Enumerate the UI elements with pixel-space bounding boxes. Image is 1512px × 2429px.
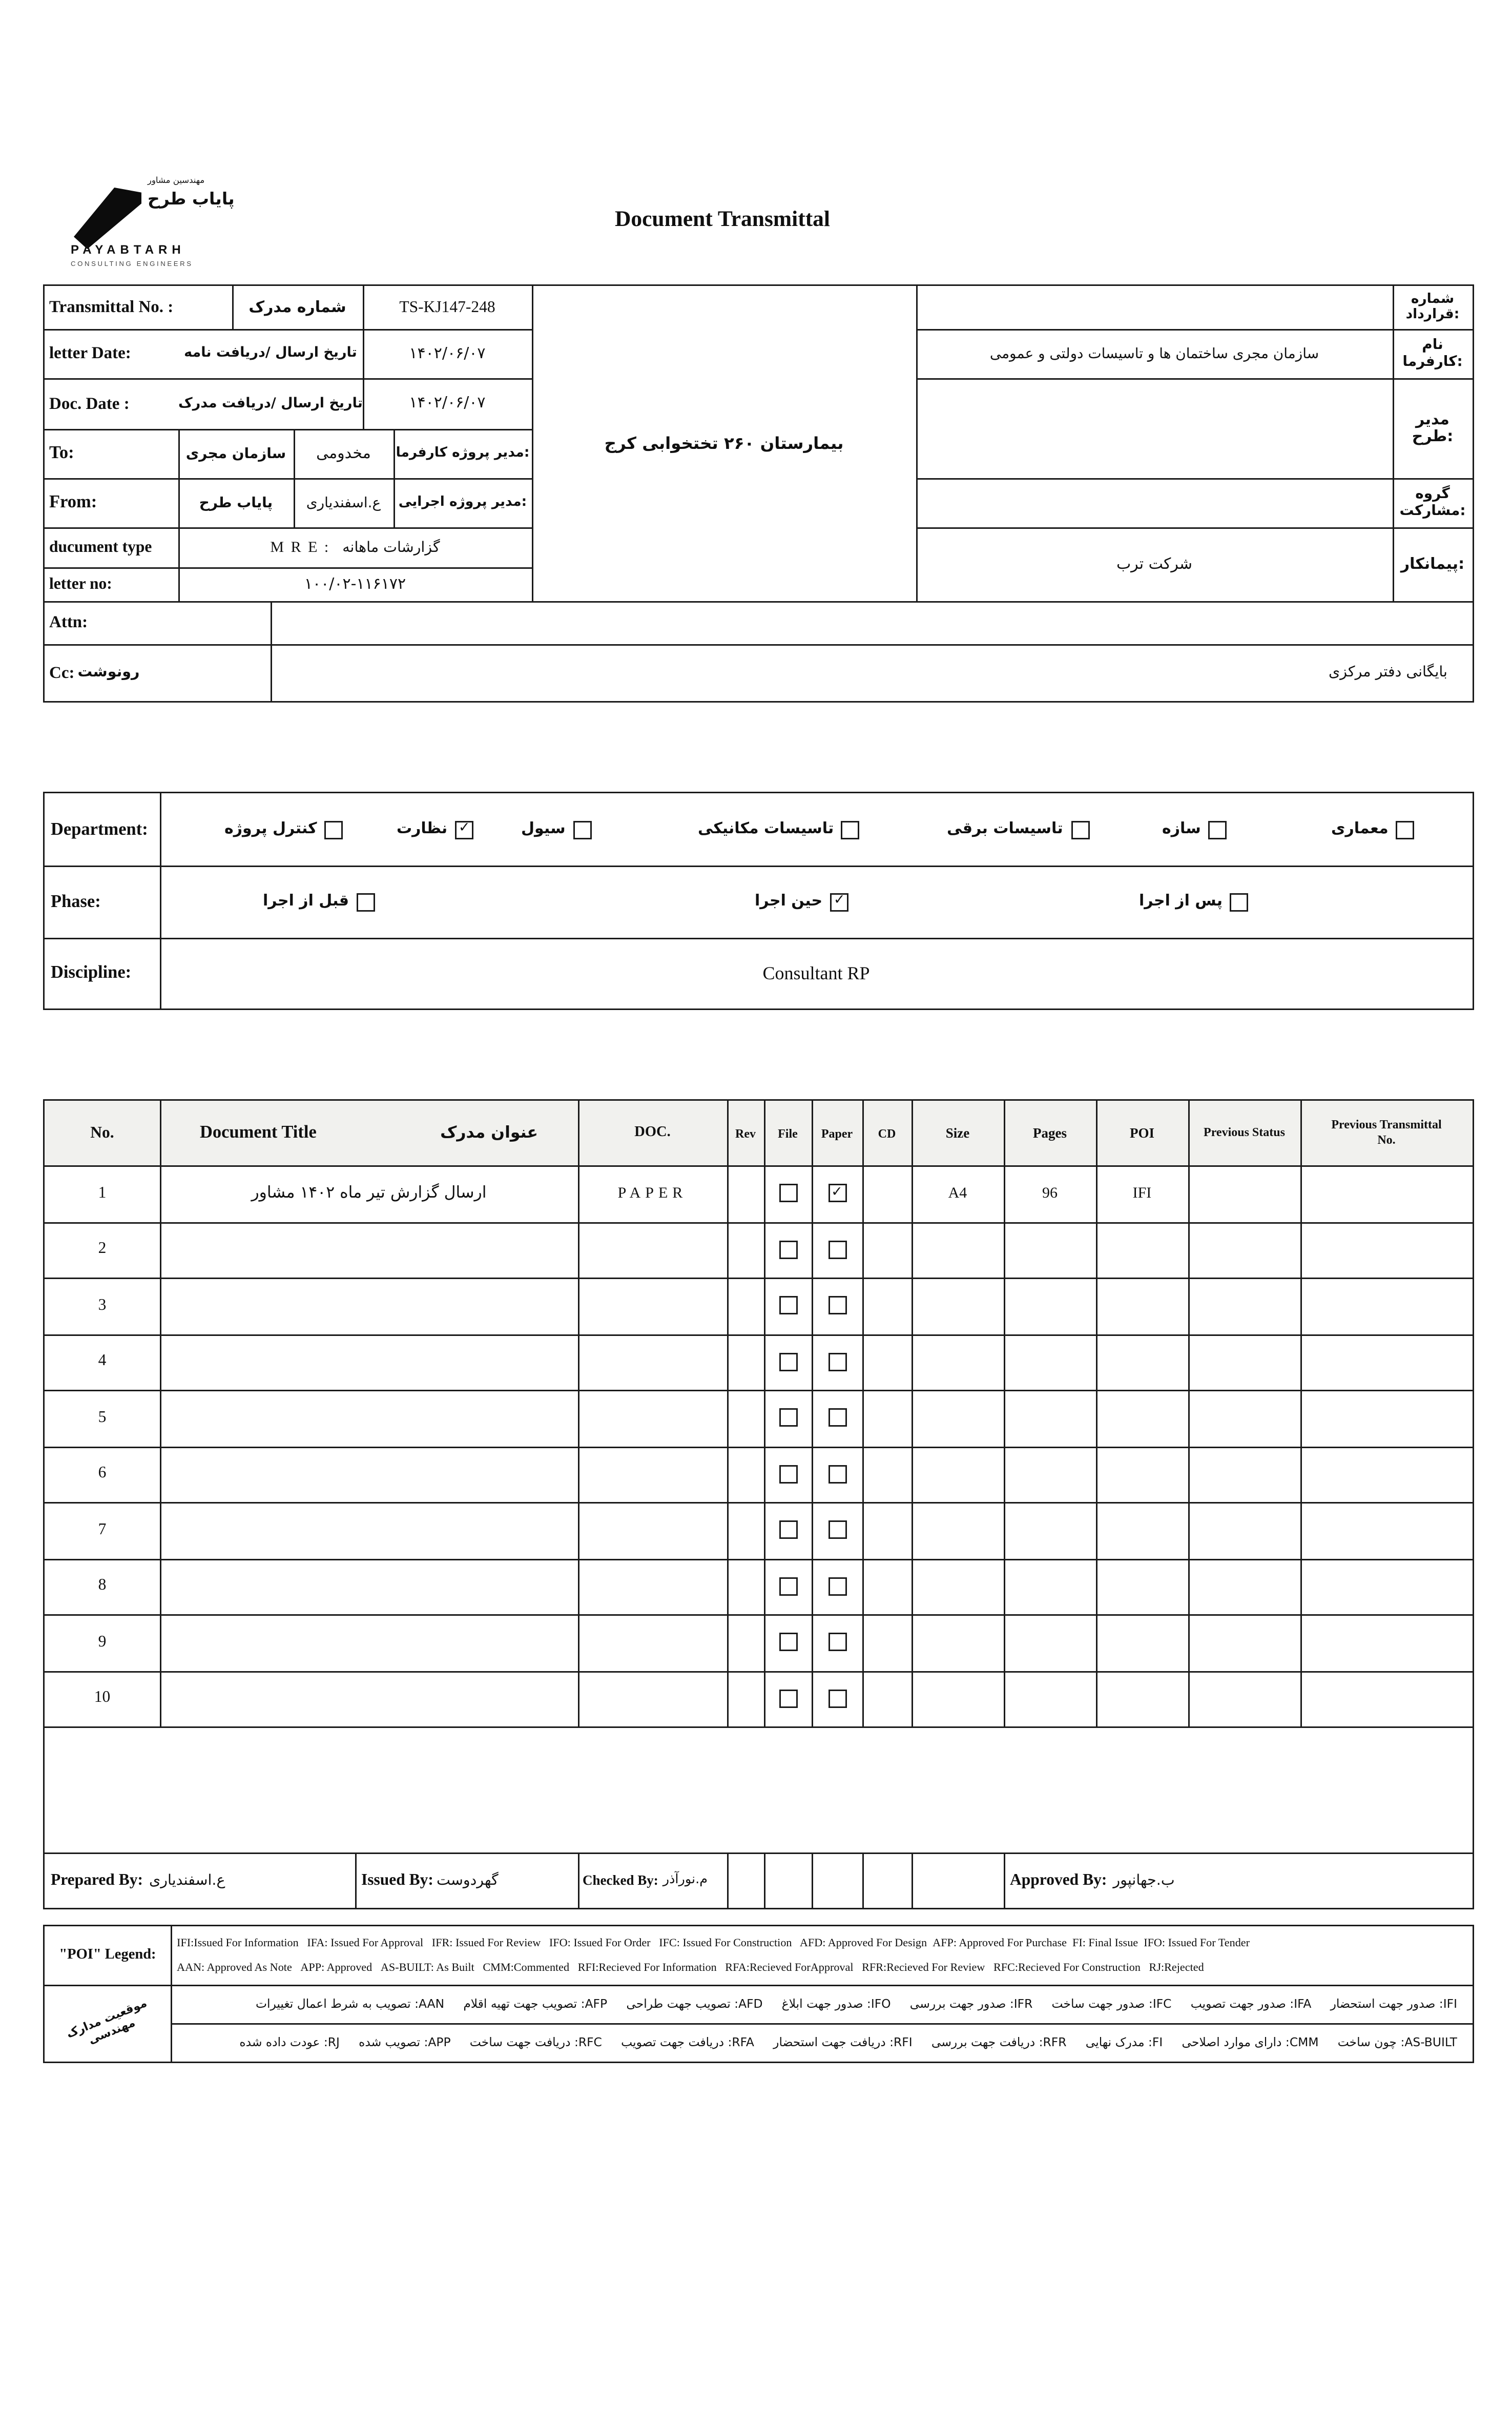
transmittal-no-value: TS-KJ147-248 <box>399 299 495 316</box>
col-header-title <box>160 1101 578 1165</box>
file-checkbox[interactable] <box>779 1296 797 1315</box>
exec-pm-label: مدیر پروژه اجرایی: <box>398 495 527 510</box>
issued-by-label: Issued By: <box>361 1871 433 1889</box>
phase-label: Phase: <box>51 892 101 911</box>
client-value: سازمان مجری ساختمان ها و تاسیسات دولتی و عمومی <box>989 345 1319 362</box>
row-no: 7 <box>98 1521 107 1539</box>
col-header-poi: POI <box>1129 1125 1154 1141</box>
row-no: 1 <box>98 1185 107 1202</box>
poi-legend-fa-label: موقعیت مدارک مهندسی <box>64 1995 149 2047</box>
paper-checkbox[interactable] <box>828 1409 846 1427</box>
from-label: From: <box>49 493 97 512</box>
row-title <box>160 1502 578 1558</box>
prepared-by-name: ع.اسفندیاری <box>149 1871 225 1889</box>
electrical-checkbox[interactable] <box>1071 820 1089 839</box>
row-no: 9 <box>98 1634 107 1651</box>
department-item-label: تاسیسات مکانیکی <box>698 821 834 838</box>
row-doc: PAPER <box>617 1185 688 1202</box>
col-header-prev-status: Previous Status <box>1204 1125 1285 1140</box>
table-row <box>45 1165 1473 1222</box>
grid-line <box>45 644 1473 646</box>
cc-label <box>49 644 139 701</box>
row-title <box>160 1278 578 1334</box>
approved-by-name: ب.جهانپور <box>1113 1871 1175 1889</box>
paper-checkbox[interactable] <box>828 1521 846 1539</box>
row-title <box>160 1222 578 1278</box>
col-header-rev: Rev <box>735 1126 756 1140</box>
table-row <box>45 1558 1473 1615</box>
before-execution-checkbox[interactable] <box>357 893 375 911</box>
project-control-checkbox[interactable] <box>325 820 343 839</box>
civil-checkbox[interactable] <box>573 820 592 839</box>
table-row <box>45 1278 1473 1334</box>
file-checkbox[interactable] <box>779 1240 797 1259</box>
discipline-value: Consultant RP <box>762 961 870 983</box>
prepared-by-label: Prepared By: <box>51 1871 143 1889</box>
during-execution-checkbox[interactable]: ✓ <box>830 893 848 911</box>
structure-checkbox[interactable] <box>1209 820 1227 839</box>
file-checkbox[interactable] <box>779 1689 797 1707</box>
phase-item-label: پس از اجرا <box>1139 893 1223 910</box>
col-header-pages: Pages <box>1033 1125 1067 1141</box>
prepared-by <box>51 1852 225 1908</box>
row-no: 4 <box>98 1353 107 1370</box>
department-item-supervision <box>397 793 473 866</box>
grid-line <box>912 1852 913 1908</box>
table-row <box>45 1446 1473 1502</box>
department-item-label: معماری <box>1331 821 1389 838</box>
grid-line <box>271 601 272 701</box>
row-no: 10 <box>94 1690 111 1707</box>
issued-by-name: گهردوست <box>436 1871 499 1889</box>
letter-date-label: letter Date: <box>49 344 131 363</box>
doc-date-label-fa: تاریخ ارسال /دریافت مدرک <box>178 396 363 411</box>
transmittal-no-label: Transmittal No. : <box>49 298 174 317</box>
header-table <box>43 284 1474 703</box>
grid-line <box>764 1852 765 1908</box>
client-label: نام کارفرما: <box>1402 337 1463 370</box>
doc-date-label: Doc. Date : <box>49 394 130 413</box>
file-checkbox[interactable] <box>779 1184 797 1203</box>
client-pm-label: مدیر پروژه کارفرما: <box>396 446 530 461</box>
doc-type-value: گزارشات ماهانه <box>342 539 440 556</box>
doc-type-cell <box>178 527 532 567</box>
col-header-no: No. <box>90 1124 114 1142</box>
phase-item-after-execution <box>1139 866 1249 938</box>
row-no: 8 <box>98 1577 107 1595</box>
grid-line <box>45 601 1473 603</box>
logo-fa-small: مهندسین مشاور <box>148 177 205 186</box>
table-row <box>45 1614 1473 1671</box>
file-checkbox[interactable] <box>779 1577 797 1595</box>
grid-line <box>916 478 1473 480</box>
letter-date-value: ۱۴۰۲/۰۶/۰۷ <box>409 345 486 362</box>
grid-line <box>45 1726 1473 1728</box>
file-checkbox[interactable] <box>779 1352 797 1371</box>
table-row <box>45 1222 1473 1278</box>
row-title <box>160 1334 578 1390</box>
poi-legend-fa-line1: IFI: صدور جهت استحضار IFA: صدور جهت تصویب IFC: صدور جهت ساخت IFR: صدور جهت بررسی IFO: صدور جهت ابلاغ AFD: تصویب جهت طراحی AFP: تصویب جهت تهیه اقلام AAN: تصویب به شرط اعمال تغییرات <box>255 1997 1457 2011</box>
table-row <box>45 1334 1473 1390</box>
department-item-mechanical <box>698 793 860 866</box>
poi-legend-label: "POI" Legend: <box>59 1948 156 1963</box>
phase-item-label: حین اجرا <box>755 893 823 910</box>
contractor-value: شرکت ترب <box>1116 555 1193 573</box>
doc-date-value: ۱۴۰۲/۰۶/۰۷ <box>409 395 486 412</box>
col-header-file: File <box>778 1126 798 1140</box>
logo-en-sub: CONSULTING ENGINEERS <box>71 260 193 267</box>
paper-checkbox[interactable] <box>828 1352 846 1371</box>
department-item-project-control <box>224 793 343 866</box>
cc-label-fa: رونوشت <box>77 664 140 681</box>
grid-line <box>812 1852 813 1908</box>
row-size: A4 <box>948 1185 967 1202</box>
to-value: سازمان مجری <box>185 445 286 462</box>
page-title: Document Transmittal <box>614 208 831 232</box>
checked-by <box>583 1852 708 1908</box>
mechanical-checkbox[interactable] <box>841 820 860 839</box>
grid-line <box>578 1852 579 1908</box>
row-title <box>160 1671 578 1727</box>
grid-line <box>916 378 1473 380</box>
col-header-cd: CD <box>878 1126 896 1140</box>
paper-checkbox[interactable] <box>828 1689 846 1707</box>
design-manager-label: مدیر طرح: <box>1412 411 1454 445</box>
file-checkbox[interactable] <box>779 1521 797 1539</box>
file-checkbox[interactable] <box>779 1633 797 1652</box>
transmittal-no-label-fa: شماره مدرک <box>248 299 346 316</box>
paper-checkbox[interactable] <box>828 1296 846 1315</box>
table-row <box>45 1671 1473 1727</box>
col-header-prev-transmittal: Previous Transmittal No. <box>1331 1118 1442 1147</box>
department-label: Department: <box>51 820 148 839</box>
supervision-checkbox[interactable]: ✓ <box>455 820 473 839</box>
cc-label-en: Cc: <box>49 663 75 682</box>
discipline-label: Discipline: <box>51 964 132 982</box>
paper-checkbox[interactable] <box>828 1577 846 1595</box>
row-pages: 96 <box>1042 1185 1058 1202</box>
checked-by-label: Checked By: <box>583 1872 658 1888</box>
row-no: 6 <box>98 1465 107 1483</box>
company-logo <box>71 175 301 271</box>
department-item-structure <box>1162 793 1227 866</box>
row-title <box>160 1390 578 1446</box>
grid-line <box>727 1852 729 1908</box>
logo-mark <box>74 188 141 249</box>
approved-by <box>1010 1852 1175 1908</box>
letter-date-label-fa: تاریخ ارسال /دریافت نامه <box>184 346 357 361</box>
table-row <box>45 1502 1473 1558</box>
department-item-label: سازه <box>1162 821 1201 838</box>
col-header-title-en: Document Title <box>200 1124 317 1142</box>
department-item-label: تاسیسات برقی <box>947 821 1063 838</box>
contractor-label: پیمانکار: <box>1400 555 1465 573</box>
after-execution-checkbox[interactable] <box>1230 893 1249 911</box>
logo-en-name: PAYABTARH <box>71 243 185 257</box>
department-item-civil <box>521 793 592 866</box>
paper-checkbox[interactable] <box>828 1240 846 1259</box>
col-header-size: Size <box>945 1125 970 1141</box>
grid-line <box>45 1852 1473 1854</box>
file-checkbox[interactable] <box>779 1465 797 1483</box>
phase-item-during-execution <box>755 866 848 938</box>
row-title: ارسال گزارش تیر ماه ۱۴۰۲ مشاور <box>251 1184 487 1203</box>
document-table <box>43 1099 1474 1909</box>
letter-no-value: ۱۰۰/۰۲-۱۱۶۱۷۲ <box>304 575 406 593</box>
file-checkbox[interactable] <box>779 1409 797 1427</box>
department-item-label: نظارت <box>397 821 448 838</box>
doc-type-label: ducument type <box>49 539 152 556</box>
row-no: 2 <box>98 1241 107 1258</box>
exec-pm-name: ع.اسفندیاری <box>306 494 381 511</box>
row-title <box>160 1446 578 1502</box>
grid-line <box>1004 1852 1005 1908</box>
poi-legend-en-line2: AAN: Approved As Note APP: Approved AS-BUILT: As Built CMM:Commented RFI:Recieved For Information RFA:Recieved ForApproval RFR:Recieved For Review RFC:Recieved For Construction RJ:Rejected <box>177 1960 1204 1974</box>
paper-checkbox[interactable]: ✓ <box>828 1184 846 1203</box>
department-item-architecture <box>1331 793 1415 866</box>
row-no: 5 <box>98 1409 107 1427</box>
attn-label: Attn: <box>49 613 88 632</box>
col-header-doc: DOC. <box>634 1125 671 1141</box>
issued-by <box>361 1852 499 1908</box>
client-pm-name: مخدومی <box>316 445 371 462</box>
grid-line <box>355 1852 357 1908</box>
paper-checkbox[interactable] <box>828 1633 846 1652</box>
col-header-paper: Paper <box>821 1126 853 1140</box>
grid-line <box>171 1926 172 2062</box>
grid-line <box>862 1852 864 1908</box>
doc-type-code: M R E : <box>270 539 330 556</box>
project-name: بیمارستان ۲۶۰ تختخوابی کرج <box>604 434 844 454</box>
approved-by-label: Approved By: <box>1010 1871 1107 1889</box>
department-item-electrical <box>947 793 1089 866</box>
logo-fa-name: پایاب طرح <box>148 189 235 209</box>
from-value: پایاب طرح <box>199 494 273 511</box>
checked-by-name: م.نورآذر <box>662 1872 708 1888</box>
poi-legend <box>43 1925 1474 2063</box>
department-item-label: سیول <box>521 821 566 838</box>
contract-no-label: شماره قرارداد: <box>1405 292 1460 323</box>
department-table <box>43 792 1474 1010</box>
paper-checkbox[interactable] <box>828 1465 846 1483</box>
poi-legend-en-line1: IFI:Issued For Information IFA: Issued For Approval IFR: Issued For Review IFO: Issued For Order IFC: Issued For Construction AFD: Approved For Design AFP: Approved For Purchase FI: Final Issue IFO: Issued For Tender <box>177 1936 1250 1949</box>
architecture-checkbox[interactable] <box>1396 820 1415 839</box>
col-header-title-fa: عنوان مدرک <box>440 1124 538 1142</box>
phase-item-label: قبل از اجرا <box>263 893 349 910</box>
phase-item-before-execution <box>263 866 375 938</box>
row-no: 3 <box>98 1297 107 1314</box>
to-label: To: <box>49 444 74 463</box>
row-poi: IFI <box>1132 1185 1152 1202</box>
table-row <box>45 1390 1473 1446</box>
department-item-label: کنترل پروژه <box>224 821 317 838</box>
row-title <box>160 1614 578 1671</box>
cc-value: بایگانی دفتر مرکزی <box>1328 664 1448 681</box>
poi-legend-fa-line2: AS-BUILT: چون ساخت CMM: دارای موارد اصلاحی FI: مدرک نهایی RFR: دریافت جهت بررسی RFI: دریافت جهت استحضار RFA: دریافت جهت تصویب RFC: دریافت جهت ساخت APP: تصویب شده RJ: عودت داده شده <box>239 2035 1457 2049</box>
letter-no-label: letter no: <box>49 575 112 593</box>
row-title <box>160 1558 578 1615</box>
participation-label: گروه مشارکت: <box>1399 486 1466 520</box>
